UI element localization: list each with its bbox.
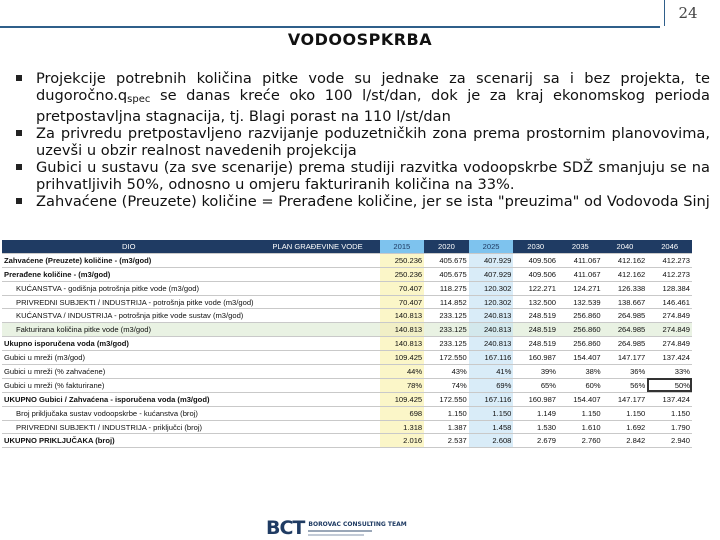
table-cell: 411.067: [558, 253, 603, 267]
table-row: [2, 351, 692, 365]
table-cell: 118.275: [424, 281, 469, 295]
table-cell: 256.860: [558, 337, 603, 351]
col-header-label: DIO: [2, 240, 256, 253]
table-cell: 1.458: [469, 420, 514, 434]
table-cell: 137.424: [647, 351, 692, 365]
row-label: PRIVREDNI SUBJEKTI / INDUSTRIJA - potrošnja pitke vode (m3/god): [2, 295, 256, 309]
table-cell: 412.162: [603, 253, 648, 267]
table-cell: 409.506: [513, 253, 558, 267]
row-desc-cell: [256, 267, 380, 281]
table-cell: 172.550: [424, 351, 469, 365]
bullet-item: [12, 193, 710, 210]
table-cell: 256.860: [558, 323, 603, 337]
bullet-item: [12, 125, 710, 159]
table-cell: 69%: [469, 378, 514, 392]
row-desc-cell: [256, 365, 380, 379]
bullet-text: Projekcije potrebnih količina pitke vode su jednake za scenarij sa i bez projekta, te dugoročno.q: [36, 70, 710, 104]
table-cell: 412.162: [603, 267, 648, 281]
table-cell: 1.150: [647, 406, 692, 420]
table-cell: 264.985: [603, 323, 648, 337]
table-cell: 233.125: [424, 323, 469, 337]
bullet-text: se danas kreće oko 100 l/st/dan, dok je za kraj ekonomskog perioda pretpostavljna stagnacija, tj. Blagi porast na 110 l/st/dan: [36, 87, 710, 125]
col-header-year: 2015: [380, 240, 425, 253]
logo-mark: BCT: [266, 517, 305, 539]
table-cell: 411.067: [558, 267, 603, 281]
logo-decor-line: [308, 534, 364, 536]
table-cell: 1.318: [380, 420, 425, 434]
table-cell: 160.987: [513, 392, 558, 406]
table-cell: 167.116: [469, 351, 514, 365]
table-cell: 248.519: [513, 323, 558, 337]
table-cell: 1.610: [558, 420, 603, 434]
table-cell: 137.424: [647, 392, 692, 406]
table-cell: 33%: [647, 365, 692, 379]
row-label: Broj priključaka sustav vodoopskrbe - kućanstva (broj): [2, 406, 256, 420]
col-header-year: 2035: [558, 240, 603, 253]
page-number: 24: [678, 4, 698, 22]
table-cell: 43%: [424, 365, 469, 379]
table-cell: 1.150: [558, 406, 603, 420]
table-cell: 412.273: [647, 267, 692, 281]
row-desc-cell: [256, 378, 380, 392]
table-cell: 248.519: [513, 337, 558, 351]
row-label: UKUPNO Gubici / Zahvaćena - isporučena voda (m3/god): [2, 392, 256, 406]
table-cell: 233.125: [424, 337, 469, 351]
table-cell: 140.813: [380, 309, 425, 323]
table-row: [2, 365, 692, 379]
table-cell: 2.842: [603, 434, 648, 448]
table-cell: 124.271: [558, 281, 603, 295]
table-cell: 248.519: [513, 309, 558, 323]
table-cell: 146.461: [647, 295, 692, 309]
row-desc-cell: [256, 281, 380, 295]
row-label: Gubici u mreži (% zahvaćene): [2, 365, 256, 379]
row-label: Fakturirana količina pitke vode (m3/god): [2, 323, 256, 337]
table-cell: 167.116: [469, 392, 514, 406]
table-cell: 154.407: [558, 351, 603, 365]
row-label: Zahvaćene (Preuzete) količine - (m3/god): [2, 253, 256, 267]
table-cell: 41%: [469, 365, 514, 379]
row-desc-cell: [256, 337, 380, 351]
bullet-text: Za privredu pretpostavljeno razvijanje poduzetničkih zona prema prostornim planovovima, uzevši u obzir realnost navedenih projekcija: [36, 125, 710, 159]
table-cell: 132.539: [558, 295, 603, 309]
table-cell: 39%: [513, 365, 558, 379]
row-desc-cell: [256, 295, 380, 309]
table-cell: 1.150: [469, 406, 514, 420]
table-cell: 60%: [558, 378, 603, 392]
table-cell: 240.813: [469, 323, 514, 337]
table-cell: 56%: [603, 378, 648, 392]
table-cell: 36%: [603, 365, 648, 379]
table-row: [2, 420, 692, 434]
row-label: Gubici u mreži (m3/god): [2, 351, 256, 365]
row-desc-cell: [256, 309, 380, 323]
col-header-year: 2025: [469, 240, 514, 253]
table-cell: 140.813: [380, 337, 425, 351]
table-cell: 70.407: [380, 281, 425, 295]
table-header-row: [2, 240, 692, 253]
table-row: [2, 434, 692, 448]
table-cell: 65%: [513, 378, 558, 392]
table-cell: 264.985: [603, 309, 648, 323]
table-cell: 407.929: [469, 267, 514, 281]
table-cell: 250.236: [380, 267, 425, 281]
table-cell: 126.338: [603, 281, 648, 295]
logo-company-name: BOROVAC CONSULTING TEAM: [308, 520, 407, 528]
bullet-text: Zahvaćene (Preuzete) količine = Prerađene količine, jer se ista "preuzima" od Vodovoda Sinj: [36, 193, 710, 210]
row-label: KUĆANSTVA - godišnja potrošnja pitke vode (m3/god): [2, 281, 256, 295]
bullet-text: Gubici u sustavu (za sve scenarije) prema studiji razvitka vodoopskrbe SDŽ smanjuju se na prihvatljivih 50%, odnosno u omjeru fakturiranih količina na 33%.: [36, 159, 710, 193]
table-cell: 1.387: [424, 420, 469, 434]
bullet-subscript: spec: [127, 94, 151, 105]
table-cell: 122.271: [513, 281, 558, 295]
table-cell: 698: [380, 406, 425, 420]
col-header-year: 2020: [424, 240, 469, 253]
row-label: UKUPNO PRIKLJUČAKA (broj): [2, 434, 256, 448]
bullet-item: [12, 159, 710, 193]
table-cell: 1.692: [603, 420, 648, 434]
table-cell: 147.177: [603, 392, 648, 406]
row-desc-cell: [256, 351, 380, 365]
table-cell: 44%: [380, 365, 425, 379]
table-cell: 2.760: [558, 434, 603, 448]
table-cell: 114.852: [424, 295, 469, 309]
table-cell: 1.790: [647, 420, 692, 434]
row-desc-cell: [256, 434, 380, 448]
row-desc-cell: [256, 253, 380, 267]
table-cell: 256.860: [558, 309, 603, 323]
table-row: [2, 323, 692, 337]
row-desc-cell: [256, 392, 380, 406]
row-label: Ukupno isporučena voda (m3/god): [2, 337, 256, 351]
table-cell: 70.407: [380, 295, 425, 309]
row-label: PRIVREDNI SUBJEKTI / INDUSTRIJA - priključci (broj): [2, 420, 256, 434]
row-label: KUĆANSTVA / INDUSTRIJA - potrošnja pitke vode sustav (m3/god): [2, 309, 256, 323]
row-desc-cell: [256, 406, 380, 420]
slide-title: VODOOSPKRBA: [287, 30, 433, 49]
table-cell: 120.302: [469, 281, 514, 295]
table-cell: 50%: [647, 378, 692, 392]
table-cell: 2.016: [380, 434, 425, 448]
table-cell: 172.550: [424, 392, 469, 406]
row-desc-cell: [256, 420, 380, 434]
table-cell: 120.302: [469, 295, 514, 309]
table-cell: 274.849: [647, 323, 692, 337]
col-header-year: 2040: [603, 240, 648, 253]
table-cell: 160.987: [513, 351, 558, 365]
table-cell: 2.940: [647, 434, 692, 448]
table-cell: 1.150: [424, 406, 469, 420]
logo-text-block: [308, 521, 406, 536]
table-cell: 240.813: [469, 309, 514, 323]
table-cell: 233.125: [424, 309, 469, 323]
table-cell: 2.679: [513, 434, 558, 448]
row-label: Prerađene količine - (m3/god): [2, 267, 256, 281]
row-desc-cell: [256, 323, 380, 337]
table-cell: 128.384: [647, 281, 692, 295]
table-cell: 147.177: [603, 351, 648, 365]
table-cell: 412.273: [647, 253, 692, 267]
company-logo: [266, 518, 407, 538]
table-cell: 405.675: [424, 267, 469, 281]
table-row: [2, 337, 692, 351]
table-row: [2, 406, 692, 420]
table-cell: 1.530: [513, 420, 558, 434]
header-bar: [0, 0, 660, 28]
table-cell: 78%: [380, 378, 425, 392]
bullet-list: [12, 70, 710, 210]
table-cell: 109.425: [380, 392, 425, 406]
table-row: [2, 378, 692, 392]
table-cell: 132.500: [513, 295, 558, 309]
table-cell: 264.985: [603, 337, 648, 351]
table-cell: 74%: [424, 378, 469, 392]
col-header-year: 2046: [647, 240, 692, 253]
row-label: Gubici u mreži (% fakturirane): [2, 378, 256, 392]
table-cell: 250.236: [380, 253, 425, 267]
table-row: [2, 267, 692, 281]
table-row: [2, 392, 692, 406]
table-cell: 1.150: [603, 406, 648, 420]
col-header-desc: PLAN GRAĐEVINE VODE: [256, 240, 380, 253]
table-row: [2, 281, 692, 295]
col-header-year: 2030: [513, 240, 558, 253]
table-cell: 109.425: [380, 351, 425, 365]
table-cell: 1.149: [513, 406, 558, 420]
table-cell: 38%: [558, 365, 603, 379]
table-row: [2, 295, 692, 309]
table-cell: 409.506: [513, 267, 558, 281]
table-cell: 240.813: [469, 337, 514, 351]
table-cell: 274.849: [647, 309, 692, 323]
table-cell: 140.813: [380, 323, 425, 337]
table-row: [2, 253, 692, 267]
table-cell: 2.608: [469, 434, 514, 448]
logo-decor-line: [308, 530, 372, 532]
water-supply-table: [2, 240, 692, 448]
table-cell: 274.849: [647, 337, 692, 351]
table-cell: 154.407: [558, 392, 603, 406]
table-row: [2, 309, 692, 323]
table-cell: 405.675: [424, 253, 469, 267]
table-cell: 138.667: [603, 295, 648, 309]
table-cell: 407.929: [469, 253, 514, 267]
bullet-item: [12, 70, 710, 125]
table-cell: 2.537: [424, 434, 469, 448]
